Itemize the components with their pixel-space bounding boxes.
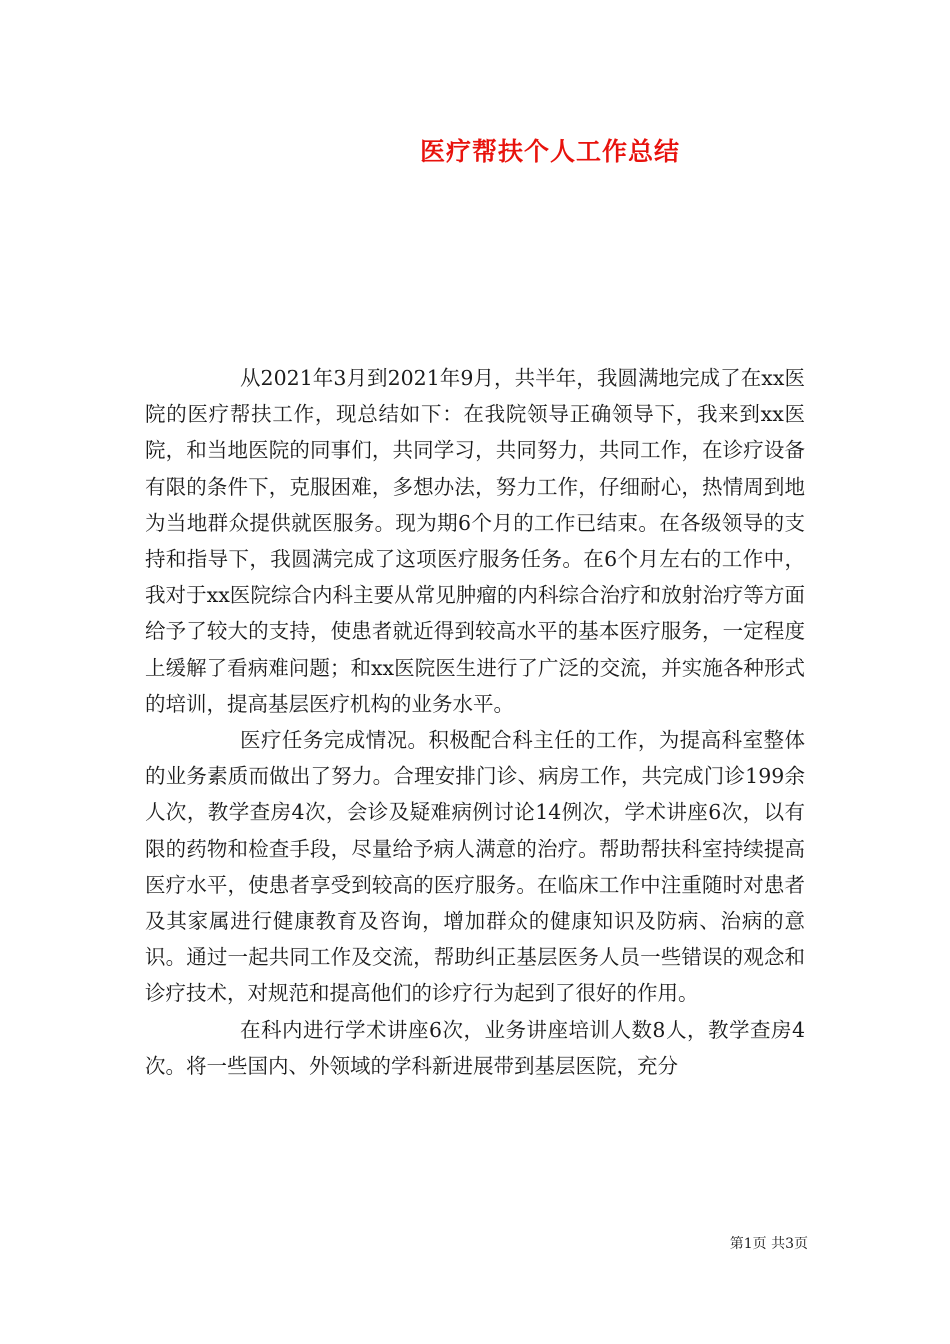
paragraph-3: 在科内进行学术讲座6次，业务讲座培训人数8人，教学查房4次。将一些国内、外领域的学科新进展带到基层医院，充分 bbox=[145, 1017, 805, 1078]
document-body bbox=[145, 360, 805, 1084]
page-number: 第1页 共3页 bbox=[729, 1236, 808, 1252]
paragraph-1: 从2021年3月到2021年9月，共半年，我圆满地完成了在xx医院的医疗帮扶工作，现总结如下：在我院领导正确领导下，我来到xx医院，和当地医院的同事们，共同学习，共同努力，共同工作，在诊疗设备有限的条件下，克服困难，多想办法，努力工作，仔细耐心，热情周到地为当地群众提供就医服务。现为期6个月的工作已结束。在各级领导的支持和指导下，我圆满完成了这项医疗服务任务。在6个月左右的工作中，我对于xx医院综合内科主要从常见肿瘤的内科综合治疗和放射治疗等方面给予了较大的支持，使患者就近得到较高水平的基本医疗服务，一定程度上缓解了看病难问题；和xx医院医生进行了广泛的交流，并实施各种形式的培训，提高基层医疗机构的业务水平。 bbox=[145, 366, 805, 716]
document-title: 医疗帮扶个人工作总结 bbox=[419, 137, 680, 166]
paragraph-2: 医疗任务完成情况。积极配合科主任的工作，为提高科室整体的业务素质而做出了努力。合理安排门诊、病房工作，共完成门诊199余人次，教学查房4次，会诊及疑难病例讨论14例次，学术讲座6次，以有限的药物和检查手段，尽量给予病人满意的治疗。帮助帮扶科室持续提高医疗水平，使患者享受到较高的医疗服务。在临床工作中注重随时对患者及其家属进行健康教育及咨询，增加群众的健康知识及防病、治病的意识。通过一起共同工作及交流，帮助纠正基层医务人员一些错误的观念和诊疗技术，对规范和提高他们的诊疗行为起到了很好的作用。 bbox=[145, 728, 805, 1006]
